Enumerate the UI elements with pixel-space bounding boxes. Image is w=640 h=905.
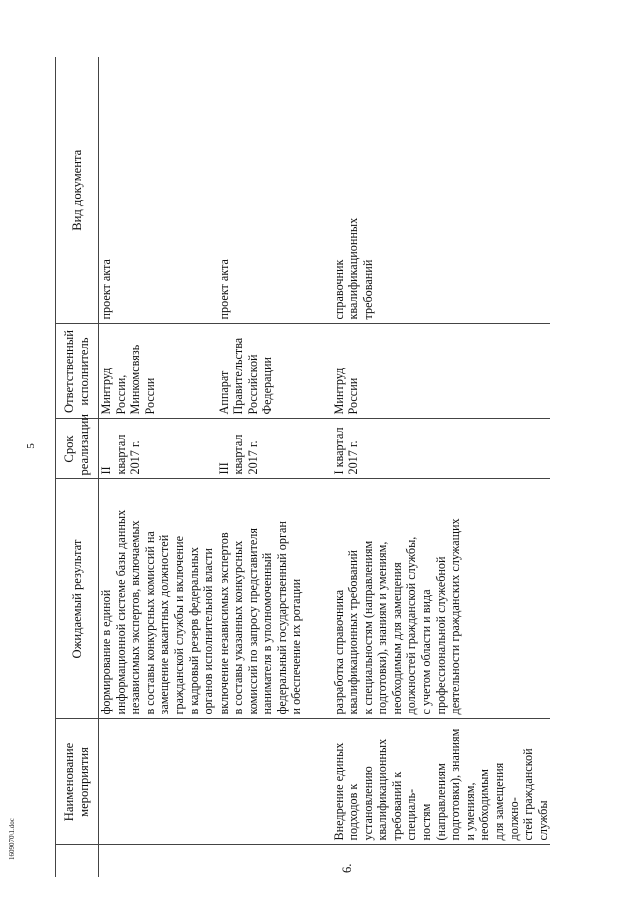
row-name bbox=[217, 719, 332, 845]
row-term: I квартал 2017 г. bbox=[332, 419, 551, 479]
row-result: включение независимых экспертов в составы указанных конкурсных комиссий по запросу представителя нанимателя в уполномоченный федеральный государственный орган и обеспечение их ротации bbox=[217, 479, 332, 719]
page-number: 5 bbox=[24, 443, 37, 449]
table-row bbox=[99, 57, 217, 877]
table-header-row bbox=[56, 57, 99, 877]
row-term: II квартал 2017 г. bbox=[99, 419, 217, 479]
table-row bbox=[332, 57, 551, 877]
row-result: формирование в единой информационной системе базы данных независимых экспертов, включаемых в составы конкурсных комиссий на замещение вакантных должностей гражданской службы и включение в кадровый резерв федеральных органов исполнительной власти bbox=[99, 479, 217, 719]
header-doc-type: Вид документа bbox=[56, 57, 99, 324]
rotated-table-page bbox=[55, 57, 550, 877]
row-number bbox=[99, 845, 217, 877]
row-doc-type: проект акта bbox=[217, 57, 332, 324]
row-number bbox=[217, 845, 332, 877]
row-name bbox=[99, 719, 217, 845]
row-doc-type: справочник квалификационных требований bbox=[332, 57, 551, 324]
header-result: Ожидаемый результат bbox=[56, 479, 99, 719]
table-row bbox=[217, 57, 332, 877]
row-doc-type: проект акта bbox=[99, 57, 217, 324]
header-term: Срок реализации bbox=[56, 419, 99, 479]
row-executor: Аппарат Правительства Российской Федерации bbox=[217, 324, 332, 419]
row-number: 6. bbox=[332, 845, 551, 877]
row-term: III квартал 2017 г. bbox=[217, 419, 332, 479]
row-result: разработка справочника квалификационных требований к специальностям (направлениям подготовки), знаниям и умениям, необходимым для замещения должностей гражданской службы, с учетом области и вида профессиональной служебной деятельности гражданских служащих bbox=[332, 479, 551, 719]
header-number bbox=[56, 845, 99, 877]
row-executor: Минтруд России bbox=[332, 324, 551, 419]
footer-file-code: 1609070\1.doc bbox=[8, 818, 16, 860]
header-executor: Ответственный исполнитель bbox=[56, 324, 99, 419]
measures-table bbox=[55, 57, 550, 877]
header-name: Наименование мероприятия bbox=[56, 719, 99, 845]
row-executor: Минтруд России, Минкомсвязь России bbox=[99, 324, 217, 419]
row-name: Внедрение единых подходов к установлению квалификационных требований к специаль- ностям (направлениям подготовки), знаниям и умениям, необходимым для замещения должно- стей гражданской службы bbox=[332, 719, 551, 845]
